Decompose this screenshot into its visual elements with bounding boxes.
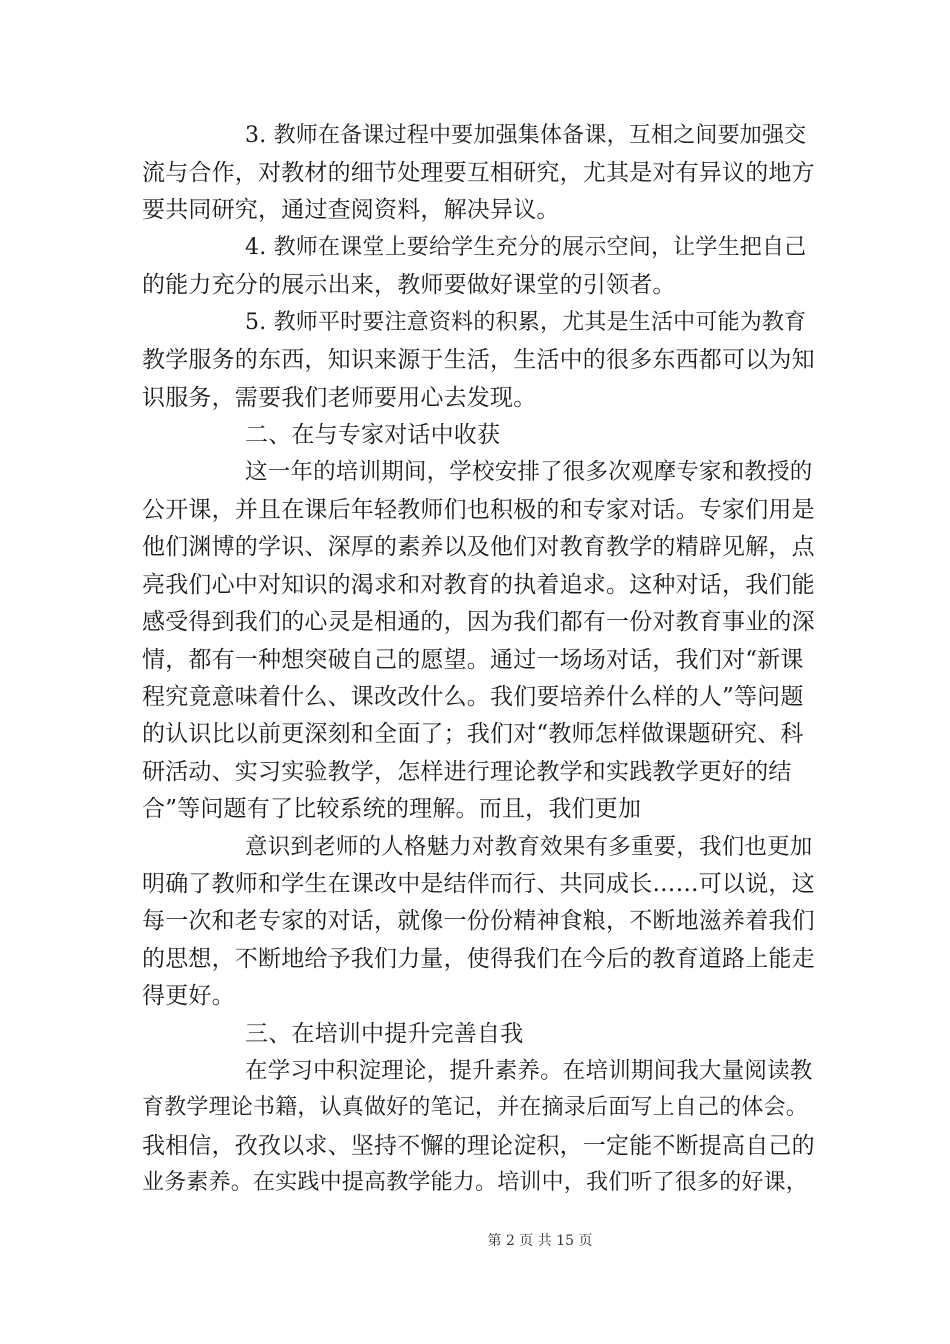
text-line: 5. 教师平时要注意资料的积累，尤其是生活中可能为教育 xyxy=(245,310,807,335)
text-line: 这一年的培训期间，学校安排了很多次观摩专家和教授的 xyxy=(245,459,813,485)
text-line: 程究竟意味着什么、课改改什么。我们要培养什么样的人”等问题 xyxy=(142,684,804,710)
section-heading: 三、在培训中提升完善自我 xyxy=(245,1021,524,1047)
text-line: 流与合作，对教材的细节处理要互相研究，尤其是对有异议的地方 xyxy=(142,160,815,186)
text-line: 公开课，并且在课后年轻教师们也积极的和专家对话。专家们用是 xyxy=(142,497,815,523)
text-line: 要共同研究，通过查阅资料，解决异议。 xyxy=(142,197,560,223)
text-line: 明确了教师和学生在课改中是结伴而行、共同成长……可以说，这 xyxy=(142,871,815,897)
page-footer xyxy=(0,1230,950,1250)
text-line: 每一次和老专家的对话，就像一份份精神食粮，不断地滋养着我们 xyxy=(142,908,815,934)
text-line: 育教学理论书籍，认真做好的笔记，并在摘录后面写上自己的体会。 xyxy=(142,1095,809,1120)
text-line: 的能力充分的展示出来，教师要做好课堂的引领者。 xyxy=(142,272,676,298)
text-line: 得更好。 xyxy=(142,983,235,1009)
text-line: 教学服务的东西，知识来源于生活，生活中的很多东西都可以为知 xyxy=(142,347,815,373)
text-line: 感受得到我们的心灵是相通的，因为我们都有一份对教育事业的深 xyxy=(142,609,815,635)
text-line: 我相信，孜孜以求、坚持不懈的理论淀积，一定能不断提高自己的 xyxy=(142,1133,815,1159)
text-line: 业务素养。在实践中提高教学能力。培训中，我们听了很多的好课， xyxy=(142,1170,809,1195)
text-line: 识服务，需要我们老师要用心去发现。 xyxy=(142,385,537,411)
text-line: 的认识比以前更深刻和全面了；我们对“教师怎样做课题研究、科 xyxy=(142,721,804,747)
text-line: 情，都有一种想突破自己的愿望。通过一场场对话，我们对“新课 xyxy=(142,647,804,673)
section-heading: 二、在与专家对话中收获 xyxy=(245,422,501,448)
text-line: 的思想，不断地给予我们力量，使得我们在今后的教育道路上能走 xyxy=(142,946,815,972)
text-line: 4. 教师在课堂上要给学生充分的展示空间，让学生把自己 xyxy=(245,235,807,260)
page-number: 第 2 页 共 15 页 xyxy=(487,1233,593,1249)
text-line: 合”等问题有了比较系统的理解。而且，我们更加 xyxy=(142,796,642,822)
text-line: 亮我们心中对知识的渴求和对教育的执着追求。这种对话，我们能 xyxy=(142,572,815,598)
text-line: 研活动、实习实验教学，怎样进行理论教学和实践教学更好的结 xyxy=(142,759,792,785)
text-line: 3. 教师在备课过程中要加强集体备课，互相之间要加强交 xyxy=(245,123,807,148)
text-line: 在学习中积淀理论，提升素养。在培训期间我大量阅读教 xyxy=(245,1058,813,1084)
text-line: 意识到老师的人格魅力对教育效果有多重要，我们也更加 xyxy=(245,834,813,860)
text-line: 他们渊博的学识、深厚的素养以及他们对教育教学的精辟见解，点 xyxy=(142,534,815,560)
